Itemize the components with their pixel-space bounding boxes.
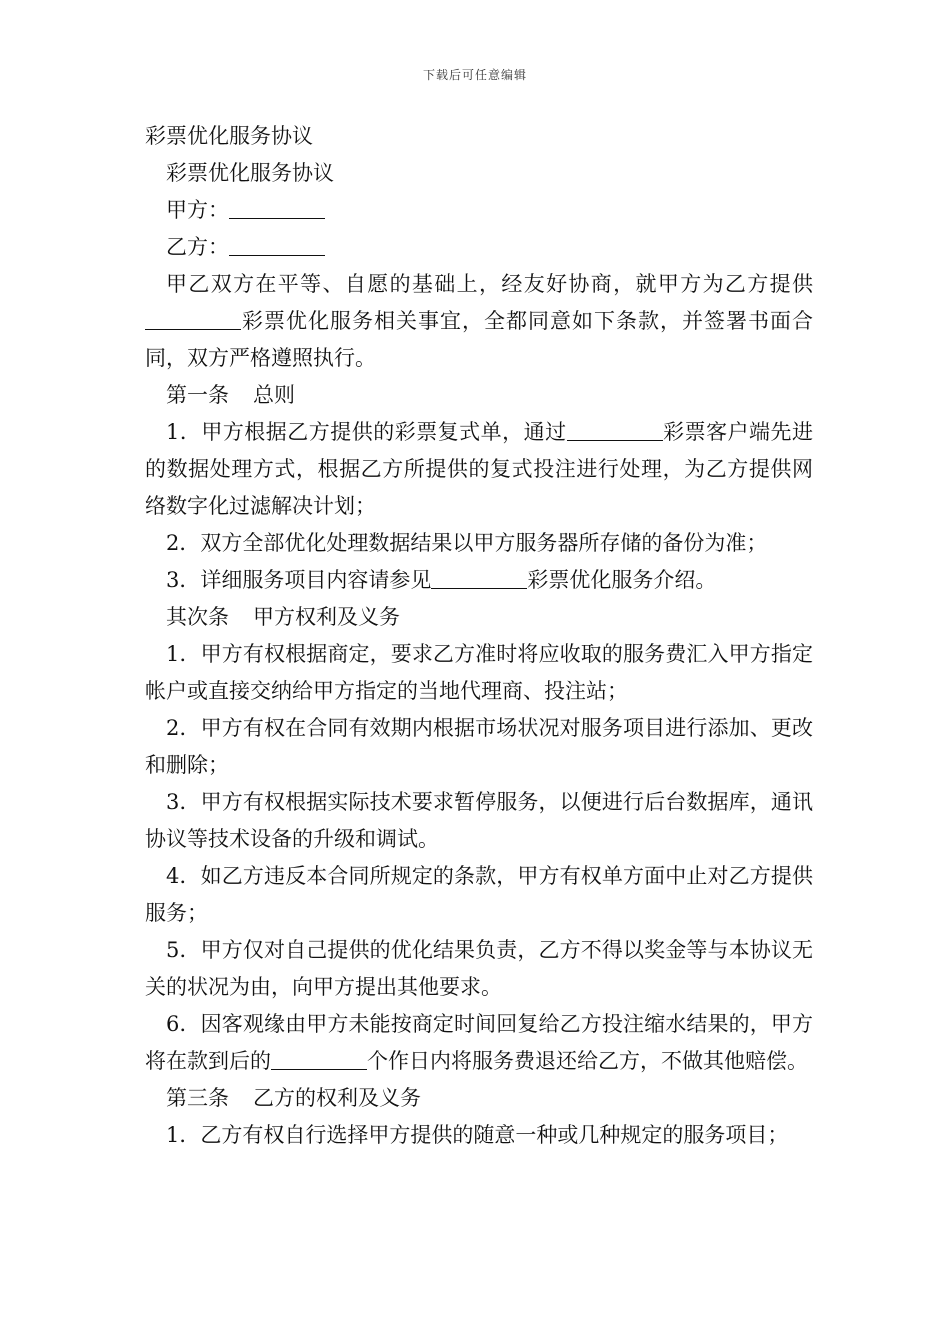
article-2-item-6-text-2: 个作日内将服务费退还给乙方，不做其他赔偿。 bbox=[367, 1049, 808, 1073]
party-a-line bbox=[145, 192, 813, 229]
article-1-heading bbox=[145, 377, 813, 414]
article-3-title: 乙方的权利及义务 bbox=[253, 1086, 421, 1110]
article-2-heading bbox=[145, 599, 813, 636]
article-1-number: 第一条 bbox=[166, 383, 229, 407]
article-3-heading bbox=[145, 1080, 813, 1117]
article-1-item-3-text-2: 彩票优化服务介绍。 bbox=[527, 568, 717, 592]
header-note: 下载后可任意编辑 bbox=[422, 68, 527, 82]
article-2-title: 甲方权利及义务 bbox=[253, 605, 400, 629]
party-a-label: 甲方： bbox=[166, 198, 229, 222]
article-2-item-6-text-1: 6．因客观缘由甲方未能按商定时间回复给乙方投注缩水结果的，甲方将在款到后的 bbox=[145, 1012, 813, 1073]
article-2-item-3: 3．甲方有权根据实际技术要求暂停服务，以便进行后台数据库，通讯协议等技术设备的升级和调试。 bbox=[145, 790, 813, 851]
article-2-item-2: 2．甲方有权在合同有效期内根据市场状况对服务项目进行添加、更改和删除； bbox=[145, 716, 813, 777]
party-b-line bbox=[145, 229, 813, 266]
article-2-item-6 bbox=[145, 1006, 813, 1080]
document-title: 彩票优化服务协议 bbox=[145, 124, 313, 148]
article-3-item-1: 1．乙方有权自行选择甲方提供的随意一种或几种规定的服务项目； bbox=[166, 1123, 789, 1147]
party-b-label: 乙方： bbox=[166, 235, 229, 259]
refund-days-blank[interactable] bbox=[271, 1049, 367, 1070]
article-2-item-1: 1．甲方有权根据商定，要求乙方准时将应收取的服务费汇入甲方指定帐户或直接交纳给甲方指定的当地代理商、投注站； bbox=[145, 642, 813, 703]
article-1-item-1 bbox=[145, 414, 813, 525]
intro-text-1: 甲乙双方在平等、自愿的基础上，经友好协商，就甲方为乙方提供 bbox=[166, 272, 813, 296]
article-2-item-5: 5．甲方仅对自己提供的优化结果负责，乙方不得以奖金等与本协议无关的状况为由，向甲方提出其他要求。 bbox=[145, 938, 813, 999]
article-1-title: 总则 bbox=[253, 383, 295, 407]
client-software-blank[interactable] bbox=[567, 420, 663, 441]
service-intro-blank[interactable] bbox=[431, 568, 527, 589]
party-a-blank[interactable] bbox=[229, 198, 325, 219]
document-subtitle: 彩票优化服务协议 bbox=[166, 161, 334, 185]
article-1-item-3 bbox=[145, 562, 813, 599]
article-2-item-4: 4．如乙方违反本合同所规定的条款，甲方有权单方面中止对乙方提供服务； bbox=[145, 864, 813, 925]
article-2-number: 其次条 bbox=[166, 605, 229, 629]
article-3-number: 第三条 bbox=[166, 1086, 229, 1110]
party-b-blank[interactable] bbox=[229, 235, 325, 256]
article-1-item-1-text-1: 1．甲方根据乙方提供的彩票复式单，通过 bbox=[166, 420, 567, 444]
intro-text-2: 彩票优化服务相关事宜，全都同意如下条款，并签署书面合同，双方严格遵照执行。 bbox=[145, 309, 813, 370]
article-1-item-2: 2．双方全部优化处理数据结果以甲方服务器所存储的备份为准； bbox=[166, 531, 768, 555]
article-1-item-1-text-2: 彩票客户端先进的数据处理方式，根据乙方所提供的复式投注进行处理，为乙方提供网络数字化过滤解决计划； bbox=[145, 420, 814, 518]
article-1-item-3-text-1: 3．详细服务项目内容请参见 bbox=[166, 568, 432, 592]
contract-document bbox=[145, 118, 813, 1154]
service-provider-blank[interactable] bbox=[145, 309, 241, 330]
intro-paragraph bbox=[145, 266, 813, 377]
